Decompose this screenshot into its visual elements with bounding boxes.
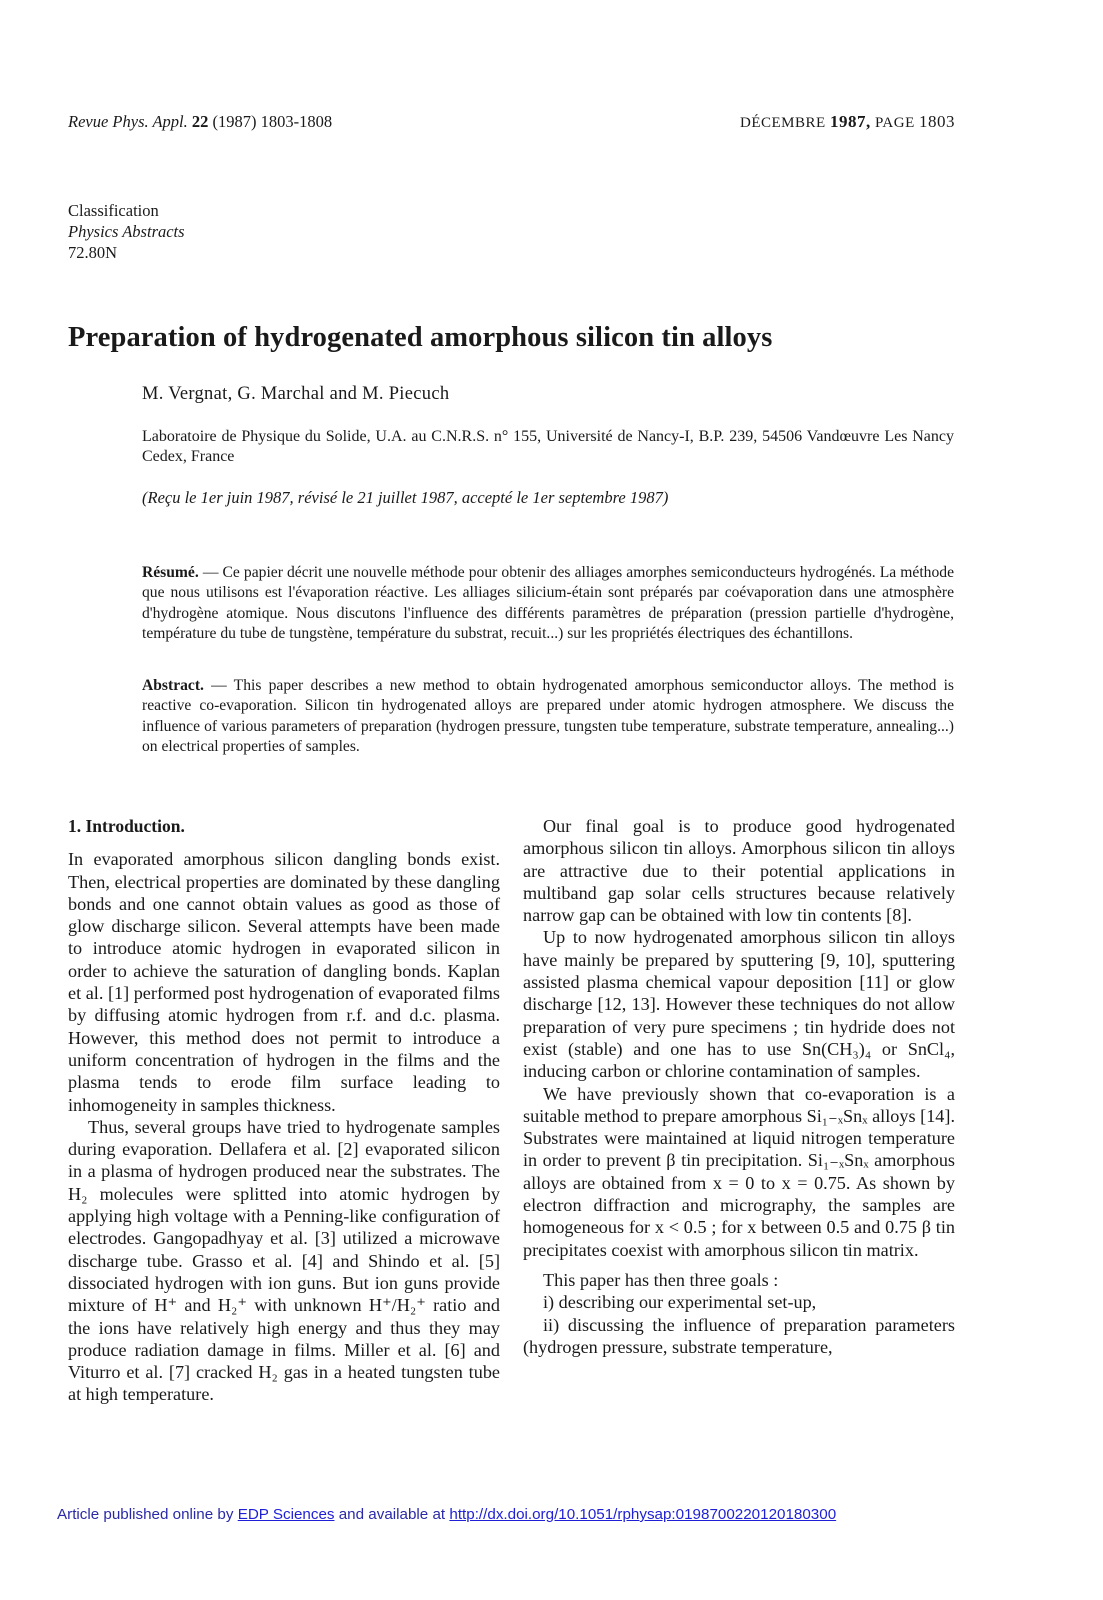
page-label: PAGE bbox=[874, 115, 915, 131]
goal-item: ii) discussing the influence of preparation parameters (hydrogen pressure, substrate temperature, bbox=[523, 1314, 955, 1357]
body-paragraph: Thus, several groups have tried to hydrogenate samples during evaporation. Dellafera et al. [2] evaporated silicon in a plasma of hydrogen produced near the substrates. The H₂ molecules were splitted into atomic hydrogen by applying high voltage with a Penning-like configuration of electrodes. Gangopadhyay et al. [3] utilized a microwave discharge tube. Grasso et al. [4] and Shindo et al. [5] dissociated hydrogen with ion guns. But ion guns provide mixture of H⁺ and H₂⁺ with unknown H⁺/H₂⁺ ratio and the ions have relatively high energy and thus they may produce radiation damage in films. Miller et al. [6] and Viturro et al. [7] cracked H₂ gas in a heated tungsten tube at high temperature. bbox=[68, 1116, 500, 1405]
paper-title: Preparation of hydrogenated amorphous silicon tin alloys bbox=[68, 322, 773, 353]
right-column bbox=[523, 815, 955, 1358]
journal-volume: 22 bbox=[191, 112, 209, 131]
footer-middle: and available at bbox=[338, 1506, 446, 1523]
goal-item: i) describing our experimental set-up, bbox=[543, 1292, 817, 1313]
received-dates: (Reçu le 1er juin 1987, révisé le 21 juillet 1987, accepté le 1er septembre 1987) bbox=[142, 488, 669, 507]
body-paragraph: Our final goal is to produce good hydrogenated amorphous silicon tin alloys. Amorphous silicon tin alloys are attractive due to their potential applications in multiband gap solar cells structures because relatively narrow gap can be obtained with low tin contents [8]. bbox=[523, 816, 955, 926]
left-column bbox=[68, 815, 500, 1406]
footer-prefix: Article published online by bbox=[57, 1506, 234, 1523]
goals-intro: This paper has then three goals : bbox=[543, 1269, 779, 1290]
abstract-paragraph bbox=[142, 676, 954, 758]
page-number: 1803 bbox=[919, 112, 955, 131]
paper-authors: M. Vergnat, G. Marchal and M. Piecuch bbox=[142, 384, 450, 404]
section-heading: 1. Introduction. bbox=[68, 816, 185, 836]
classification-block bbox=[68, 200, 185, 263]
journal-name: Revue Phys. Appl. bbox=[68, 112, 188, 131]
abstract-text: — This paper describes a new method to obtain hydrogenated amorphous semiconductor alloys. The method is reactive co-evaporation. Silicon tin hydrogenated alloys are prepared under atomic hydrogen atmosphere. We discuss the influence of various parameters of preparation (hydrogen pressure, tungsten tube temperature, substrate temperature, annealing...) on electrical properties of samples. bbox=[142, 677, 954, 756]
resume-text: — Ce papier décrit une nouvelle méthode pour obtenir des alliages amorphes semiconducteurs hydrogénés. La méthode que nous utilisons est l'évaporation réactive. Les alliages silicium-étain sont préparés par coévaporation dans une atmosphère d'hydrogène atomique. Nous discutons l'influence des différents paramètres de préparation (pression partielle d'hydrogène, température du tube de tungstène, température du substrat, recuit...) sur les propriétés électriques des échantillons. bbox=[142, 564, 954, 643]
body-paragraph: We have previously shown that co-evaporation is a suitable method to prepare amorphous Si₁₋ₓSnₓ alloys [14]. Substrates were maintained at liquid nitrogen temperature in order to prevent β tin precipitation. Si₁₋ₓSnₓ amorphous alloys are obtained from x = 0 to x = 0.75. As shown by electron diffraction and micrography, the samples are homogeneous for x < 0.5 ; for x between 0.5 and 0.75 β tin precipitates coexist with amorphous silicon tin matrix. bbox=[523, 1083, 955, 1260]
issue-year: 1987, bbox=[829, 112, 871, 131]
resume-paragraph bbox=[142, 563, 954, 645]
abstract-label: Abstract. bbox=[142, 677, 204, 694]
issue-date-page bbox=[740, 112, 955, 132]
journal-year-pages: (1987) 1803-1808 bbox=[212, 112, 333, 131]
classification-label: Classification bbox=[68, 201, 159, 220]
issue-month: DÉCEMBRE bbox=[740, 115, 826, 131]
body-paragraph: Up to now hydrogenated amorphous silicon tin alloys have mainly be prepared by sputtering [9, 10], sputtering assisted plasma chemical vapour deposition [11] or glow discharge [12, 13]. However these techniques do not allow preparation of very pure specimens ; tin hydride does not exist (stable) and one has to use Sn(CH₃)₄ or SnCl₄, inducing carbon or chlorine contamination of samples. bbox=[523, 927, 955, 1082]
doi-link[interactable]: http://dx.doi.org/10.1051/rphysap:0198700220120180300 bbox=[449, 1506, 837, 1523]
classification-code: 72.80N bbox=[68, 243, 118, 262]
resume-label: Résumé. bbox=[142, 564, 199, 581]
classification-source: Physics Abstracts bbox=[68, 222, 185, 241]
publisher-link[interactable]: EDP Sciences bbox=[237, 1506, 335, 1523]
publication-footer bbox=[57, 1506, 836, 1523]
body-paragraph: In evaporated amorphous silicon dangling bonds exist. Then, electrical properties are dominated by these dangling bonds and one cannot obtain values as good as those of glow discharge silicon. Several attempts have been made to introduce atomic hydrogen in evaporated silicon in order to achieve the saturation of dangling bonds. Kaplan et al. [1] performed post hydrogenation of evaporated films by diffusing atomic hydrogen from r.f. and d.c. plasma. However, this method does not permit to introduce a uniform concentration of hydrogen in the films and the plasma tends to erode film surface leading to inhomogeneity in samples thickness. bbox=[68, 849, 500, 1115]
author-affiliation: Laboratoire de Physique du Solide, U.A. au C.N.R.S. n° 155, Université de Nancy-I, B.P. 239, 54506 Vandœuvre Les Nancy Cedex, France bbox=[142, 428, 954, 465]
journal-citation bbox=[68, 112, 332, 132]
